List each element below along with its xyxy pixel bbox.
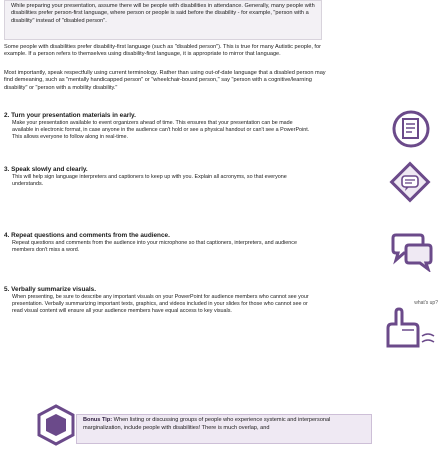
icon-caption: what's up?	[414, 300, 438, 306]
intro-text: While preparing your presentation, assume there will be people with disabilities in attendance. Generally, many people with disabilities prefer person-first language, where person or people is said before the disability - for example, "person with a disability" instead of "disabled person".	[11, 3, 315, 24]
tip-body: When presenting, be sure to describe any important visuals on your PowerPoint for audience members who cannot see your presentation. Verbally summarizing important texts, graphics, and videos included in your slides for those who cannot see or read visual content will ensure all your audience members have equal access to key visuals.	[12, 294, 309, 315]
paragraph-terminology: Most importantly, speak respectfully using current terminology. Rather than using out-of-date language that a disabled person may find demeaning, such as "mentally handicapped person" or "wheelchair-bound person," say "person with a cognitive/learning disability" or "person with a mobility disability."	[4, 70, 326, 91]
tip-heading: 3. Speak slowly and clearly.	[4, 166, 88, 173]
pointing-hand-icon	[382, 300, 438, 352]
tip-heading: 5. Verbally summarize visuals.	[4, 286, 97, 293]
speech-bubbles-icon	[390, 232, 434, 277]
bonus-tip-box	[76, 414, 372, 444]
tip-repeat-questions	[4, 232, 310, 254]
tip-summarize-visuals	[4, 286, 310, 316]
tip-turn-in-early	[4, 112, 310, 142]
bonus-text: When listing or discussing groups of people who experience systemic and interpersonal marginalization, include people with disabilities! There is much overlap, and	[83, 417, 331, 431]
tip-speak-slowly	[4, 166, 310, 188]
hexagon-badge-icon	[36, 404, 76, 451]
tip-body: Make your presentation available to event organizers ahead of time. This ensures that your presentation can be made available in electronic format, in case anyone in the audience can't hold or see a physical handout or can't see a PowerPoint. This allows everyone to follow along in real-time.	[12, 120, 310, 141]
paragraph-disability-first: Some people with disabilities prefer disability-first language (such as "disabled person"). This is true for many Autistic people, for example. If a person refers to themselves using disability-first language, it is appropriate to mirror that language.	[4, 44, 321, 58]
diamond-speech-icon	[388, 160, 432, 209]
tip-heading: 2. Turn your presentation materials in early.	[4, 112, 136, 119]
intro-callout	[4, 0, 322, 40]
bonus-label: Bonus Tip:	[83, 417, 113, 423]
tip-body: This will help sign language interpreters and captioners to keep up with you. Explain all acronyms, so that everyone understands.	[12, 174, 287, 188]
tip-heading: 4. Repeat questions and comments from the audience.	[4, 232, 170, 239]
tip-body: Repeat questions and comments from the audience into your microphone so that captioners, interpreters, and audience members don't miss a word.	[12, 240, 297, 254]
document-circle-icon	[392, 110, 430, 153]
